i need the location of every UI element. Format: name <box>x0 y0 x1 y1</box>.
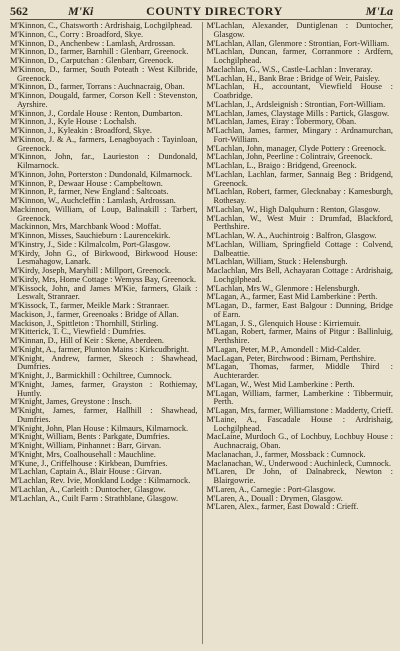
directory-entry: M'Kirdy, Mrs, Home Cottage : Wemyss Bay, Greenock. <box>10 274 197 284</box>
directory-entry: M'Knight, John, Plan House : Kilmaurs, Kilmarnock. <box>10 423 189 433</box>
directory-entry: M'Lachlan, W., West Muir : Drumfad, Blackford, Perthshire. <box>206 213 393 232</box>
directory-entry: M'Kissock, T., farmer, Meikle Mark : Stranraer. <box>10 301 170 310</box>
directory-entry: M'Lachlan, Alexander, Duntiglenan : Duntocher, Glasgow. <box>206 22 393 39</box>
directory-entry: M'Lachlan, Duncan, farmer, Corranmore : Ardfern, Lochgilphead. <box>206 47 393 65</box>
directory-entry: M'Laine, A., Fascadale House : Ardrishaig, Lochgilphead. <box>206 414 393 433</box>
directory-entry: M'Laren, Dr John, of Dalnabreck, Newton : Blairgowrie. <box>206 467 393 485</box>
directory-entry: M'Knight, James, Greystone : Insch. <box>10 397 132 407</box>
directory-entry: Maclanachan, J., farmer, Mossback : Cumnock. <box>206 449 366 459</box>
directory-entry: Mackison, J., Spittleton : Thornhill, Stirling. <box>10 318 159 328</box>
directory-entry: M'Laren, A., Carnegie : Port-Glasgow. <box>206 484 336 494</box>
directory-entry: M'Lagan, D., farmer, East Balgour : Dunning, Bridge of Earn. <box>206 301 393 319</box>
directory-entry: M'Lagan, J. S., Glenquich House : Kirriemuir. <box>206 318 361 328</box>
directory-entry: M'Lachlan, John, Peerline : Colintraiv, Greenock. <box>206 152 373 162</box>
directory-entry: M'Laren, Alex., farmer, East Dowald : Crieff. <box>206 502 359 512</box>
directory-entry: M'Kinnon, W., Auchcleffin : Lamlash, Ardrossan. <box>10 196 176 205</box>
directory-entry: M'Lachlan, W., High Dalquhurn : Renton, Glasgow. <box>206 204 381 214</box>
directory-entry: M'Lagan, Peter, M.P., Amondell : Mid-Calder. <box>206 344 361 354</box>
directory-entry: M'Lagan, Mrs, farmer, Williamstone : Madderty, Crieff. <box>206 406 393 415</box>
directory-entry: Mackinnon, William, of Loup, Balinakill : Tarbert, Greenock. <box>10 204 198 223</box>
directory-entry: M'Kinstry, J., Side : Kilmalcolm, Port-Glasgow. <box>10 239 171 249</box>
page-header <box>10 4 393 19</box>
page-number: 562 <box>10 4 28 18</box>
directory-entry: M'Knight, Andrew, farmer, Skeoch : Shawhead, Dumfries. <box>10 353 198 372</box>
directory-entry: M'Kinnon, P., Dewaar House : Campbeltown. <box>10 178 163 188</box>
directory-entry: Mackison, J., farmer, Greenoaks : Bridge of Allan. <box>10 309 179 319</box>
directory-entry: M'Lachlan, A., Cuilt Farm : Strathblane, Glasgow. <box>10 493 179 503</box>
directory-entry: Maclachlan, G., W.S., Castle-Lachlan : Inveraray. <box>206 64 373 74</box>
directory-entry: M'Lachlan, H., accountant, Viewfield House : Coatbridge. <box>206 82 393 100</box>
directory-entry: MacLagan, Peter, Birchwood : Birnam, Perthshire. <box>206 353 377 363</box>
directory-entry: Maclachlan, Mrs Bell, Achayaran Cottage : Ardrishaig, Lochgilphead. <box>206 266 393 284</box>
right-running-head: M'La <box>365 4 393 18</box>
directory-entry: Maclanachan, W., Underwood : Auchinleck, Cumnock. <box>206 458 391 468</box>
directory-entry: M'Kirdy, John G., of Birkwood, Birkwood House: Lesmahagow, Lanark. <box>10 248 198 267</box>
directory-entry: M'Knight, James, farmer, Grayston : Rothiemay, Huntly. <box>10 379 198 398</box>
directory-entry: M'Knight, J., Barmickhill : Ochiltree, Cumnock. <box>10 371 172 380</box>
directory-entry: M'Lachlan, William, Stuck : Helensburgh. <box>206 257 348 267</box>
directory-entry: M'Kinnon, D., Carputchan : Glenbarr, Greenock. <box>10 56 174 65</box>
directory-entry: Mackinnon, Mrs, Marchbank Wood : Moffat. <box>10 222 162 232</box>
directory-entry: M'Lachlan, L., Braigo : Bridgend, Greenock. <box>206 161 357 170</box>
directory-columns <box>10 22 393 650</box>
directory-entry: M'Kitterick, T. C., Viewfield : Dumfries. <box>10 327 146 337</box>
directory-entry: M'Kinnon, C., Corry : Broadford, Skye. <box>10 29 144 39</box>
directory-entry: M'Lachlan, James, Eiray : Tobermory, Oban. <box>206 117 357 127</box>
directory-entry: M'Kinnon, Dougald, farmer, Corson Kell : Stevenston, Ayrshire. <box>10 91 198 109</box>
directory-entry: M'Lachlan, Captain A., Blair House : Girvan. <box>10 467 162 477</box>
directory-entry: M'Kinnon, D., Anchenbew : Lamlash, Ardrossan. <box>10 38 176 48</box>
directory-entry: M'Kinnon, D., farmer, South Poteath : West Kilbride, Greenock. <box>10 64 198 83</box>
directory-entry: M'Lachlan, James, Claystage Mills : Partick, Glasgow. <box>206 108 390 118</box>
directory-entry: M'Lachlan, W. A., Auchintroig : Balfron, Glasgow. <box>206 231 377 240</box>
directory-entry: M'Lachlan, James, farmer, Mingary : Ardnamurchan, Fort-William. <box>206 126 393 144</box>
header-rule <box>10 19 393 20</box>
directory-entry: M'Lachlan, William, Springfield Cottage : Colvend, Dalbeattie. <box>206 239 393 258</box>
directory-entry: M'Kinnon, J., Kyle House : Lochalsh. <box>10 117 137 127</box>
directory-entry: M'Lachlan, J., Ardsleignish : Strontian, Fort-William. <box>206 99 386 109</box>
directory-entry: M'Kune, J., Criffelhouse : Kirkbean, Dumfries. <box>10 458 168 468</box>
directory-entry: M'Kinnon, J., Kyleakin : Broadford, Skye. <box>10 126 152 135</box>
directory-entry: M'Lachlan, Robert, farmer, Glecknabay : Kamesburgh, Rothesay. <box>206 187 393 205</box>
directory-entry: M'Lagan, Robert, farmer, Mains of Pitgur : Ballinluig, Perthshire. <box>206 327 393 345</box>
directory-entry: MacLaine, Murdoch G., of Lochbuy, Lochbuy House : Auchnacraig, Oban. <box>206 432 393 450</box>
directory-entry: M'Lachlan, John, manager, Clyde Pottery : Greenock. <box>206 143 387 153</box>
left-column <box>10 22 202 650</box>
directory-entry: M'Lachlan, A., Carleith : Duntocher, Glasgow. <box>10 484 166 494</box>
directory-entry: M'Kinnon, John, far., Laurieston : Dundonald, Kilmarnock. <box>10 152 198 170</box>
left-running-head: M'Ki <box>67 4 94 18</box>
directory-entry: M'Lagan, W., West Mid Lamberkine : Perth. <box>206 379 355 389</box>
directory-entry: M'Kinnon, J. & A., farmers, Lenagboyach : Tayinloan, Greenock. <box>10 134 198 153</box>
directory-entry: M'Knight, William, Pinhannet : Barr, Girvan. <box>10 441 162 450</box>
directory-entry: M'Knight, A., farmer, Plunton Mains : Kirkcudbright. <box>10 344 189 354</box>
right-column <box>202 22 394 650</box>
directory-entry: M'Lagan, Thomas, farmer, Middle Third : Auchterarder. <box>206 362 393 380</box>
directory-entry: M'Kinnon, Misses, Sauchieburn : Laurencekirk. <box>10 231 171 240</box>
directory-entry: M'Lachlan, Mrs W., Glenmore : Helensburgh. <box>206 283 360 293</box>
directory-entry: M'Lachlan, H., Bank Brae : Bridge of Weir, Paisley. <box>206 73 380 83</box>
directory-entry: M'Kinnan, D., Hill of Keir : Skene, Aberdeen. <box>10 336 164 345</box>
directory-entry: M'Kirdy, Joseph, Maryhill : Millport, Greenock. <box>10 266 172 275</box>
directory-entry: M'Kinnon, D., farmer, Barnhill : Glenbarr, Greenock. <box>10 47 189 57</box>
directory-entry: M'Lachlan, Allan, Glenmore : Strontian, Fort-William. <box>206 38 390 48</box>
directory-entry: M'Kinnon, C., Chatsworth : Ardrishaig, Lochgilphead. <box>10 22 193 30</box>
directory-entry: M'Laren, A., Douall : Drymen, Glasgow. <box>206 493 343 503</box>
directory-entry: M'Kinnon, D., farmer, Torrans : Auchnacraig, Oban. <box>10 82 185 92</box>
column-divider <box>202 22 203 644</box>
directory-entry: M'Knight, Mrs, Coalhousehall : Mauchline. <box>10 449 156 459</box>
directory-entry: M'Lachlan, Lachlan, farmer, Sannaig Beg : Bridgend, Greenock. <box>206 169 393 188</box>
directory-entry: M'Lagan, William, farmer, Lamberkine : Tibbermuir, Perth. <box>206 388 393 407</box>
directory-entry: M'Lachlan, Rev. Ivie, Monkland Lodge : Kilmarnock. <box>10 476 191 485</box>
directory-entry: M'Knight, James, farmer, Hallhill : Shawhead, Dumfries. <box>10 406 198 424</box>
directory-entry: M'Kissock, John, and James M'Kie, farmers, Glaik : Leswalt, Stranraer. <box>10 283 198 302</box>
directory-entry: M'Kinnon, P., farmer, New England : Saltcoats. <box>10 187 169 197</box>
directory-entry: M'Kinnon, John, Porterston : Dundonald, Kilmarnock. <box>10 169 193 179</box>
page-title: COUNTY DIRECTORY <box>146 4 283 18</box>
directory-entry: M'Kinnon, J., Cordale House : Renton, Dumbarton. <box>10 108 183 118</box>
directory-entry: M'Knight, William, Bents : Parkgate, Dumfries. <box>10 432 170 442</box>
directory-entry: M'Lagan, A., farmer, East Mid Lamberkine : Perth. <box>206 292 378 302</box>
